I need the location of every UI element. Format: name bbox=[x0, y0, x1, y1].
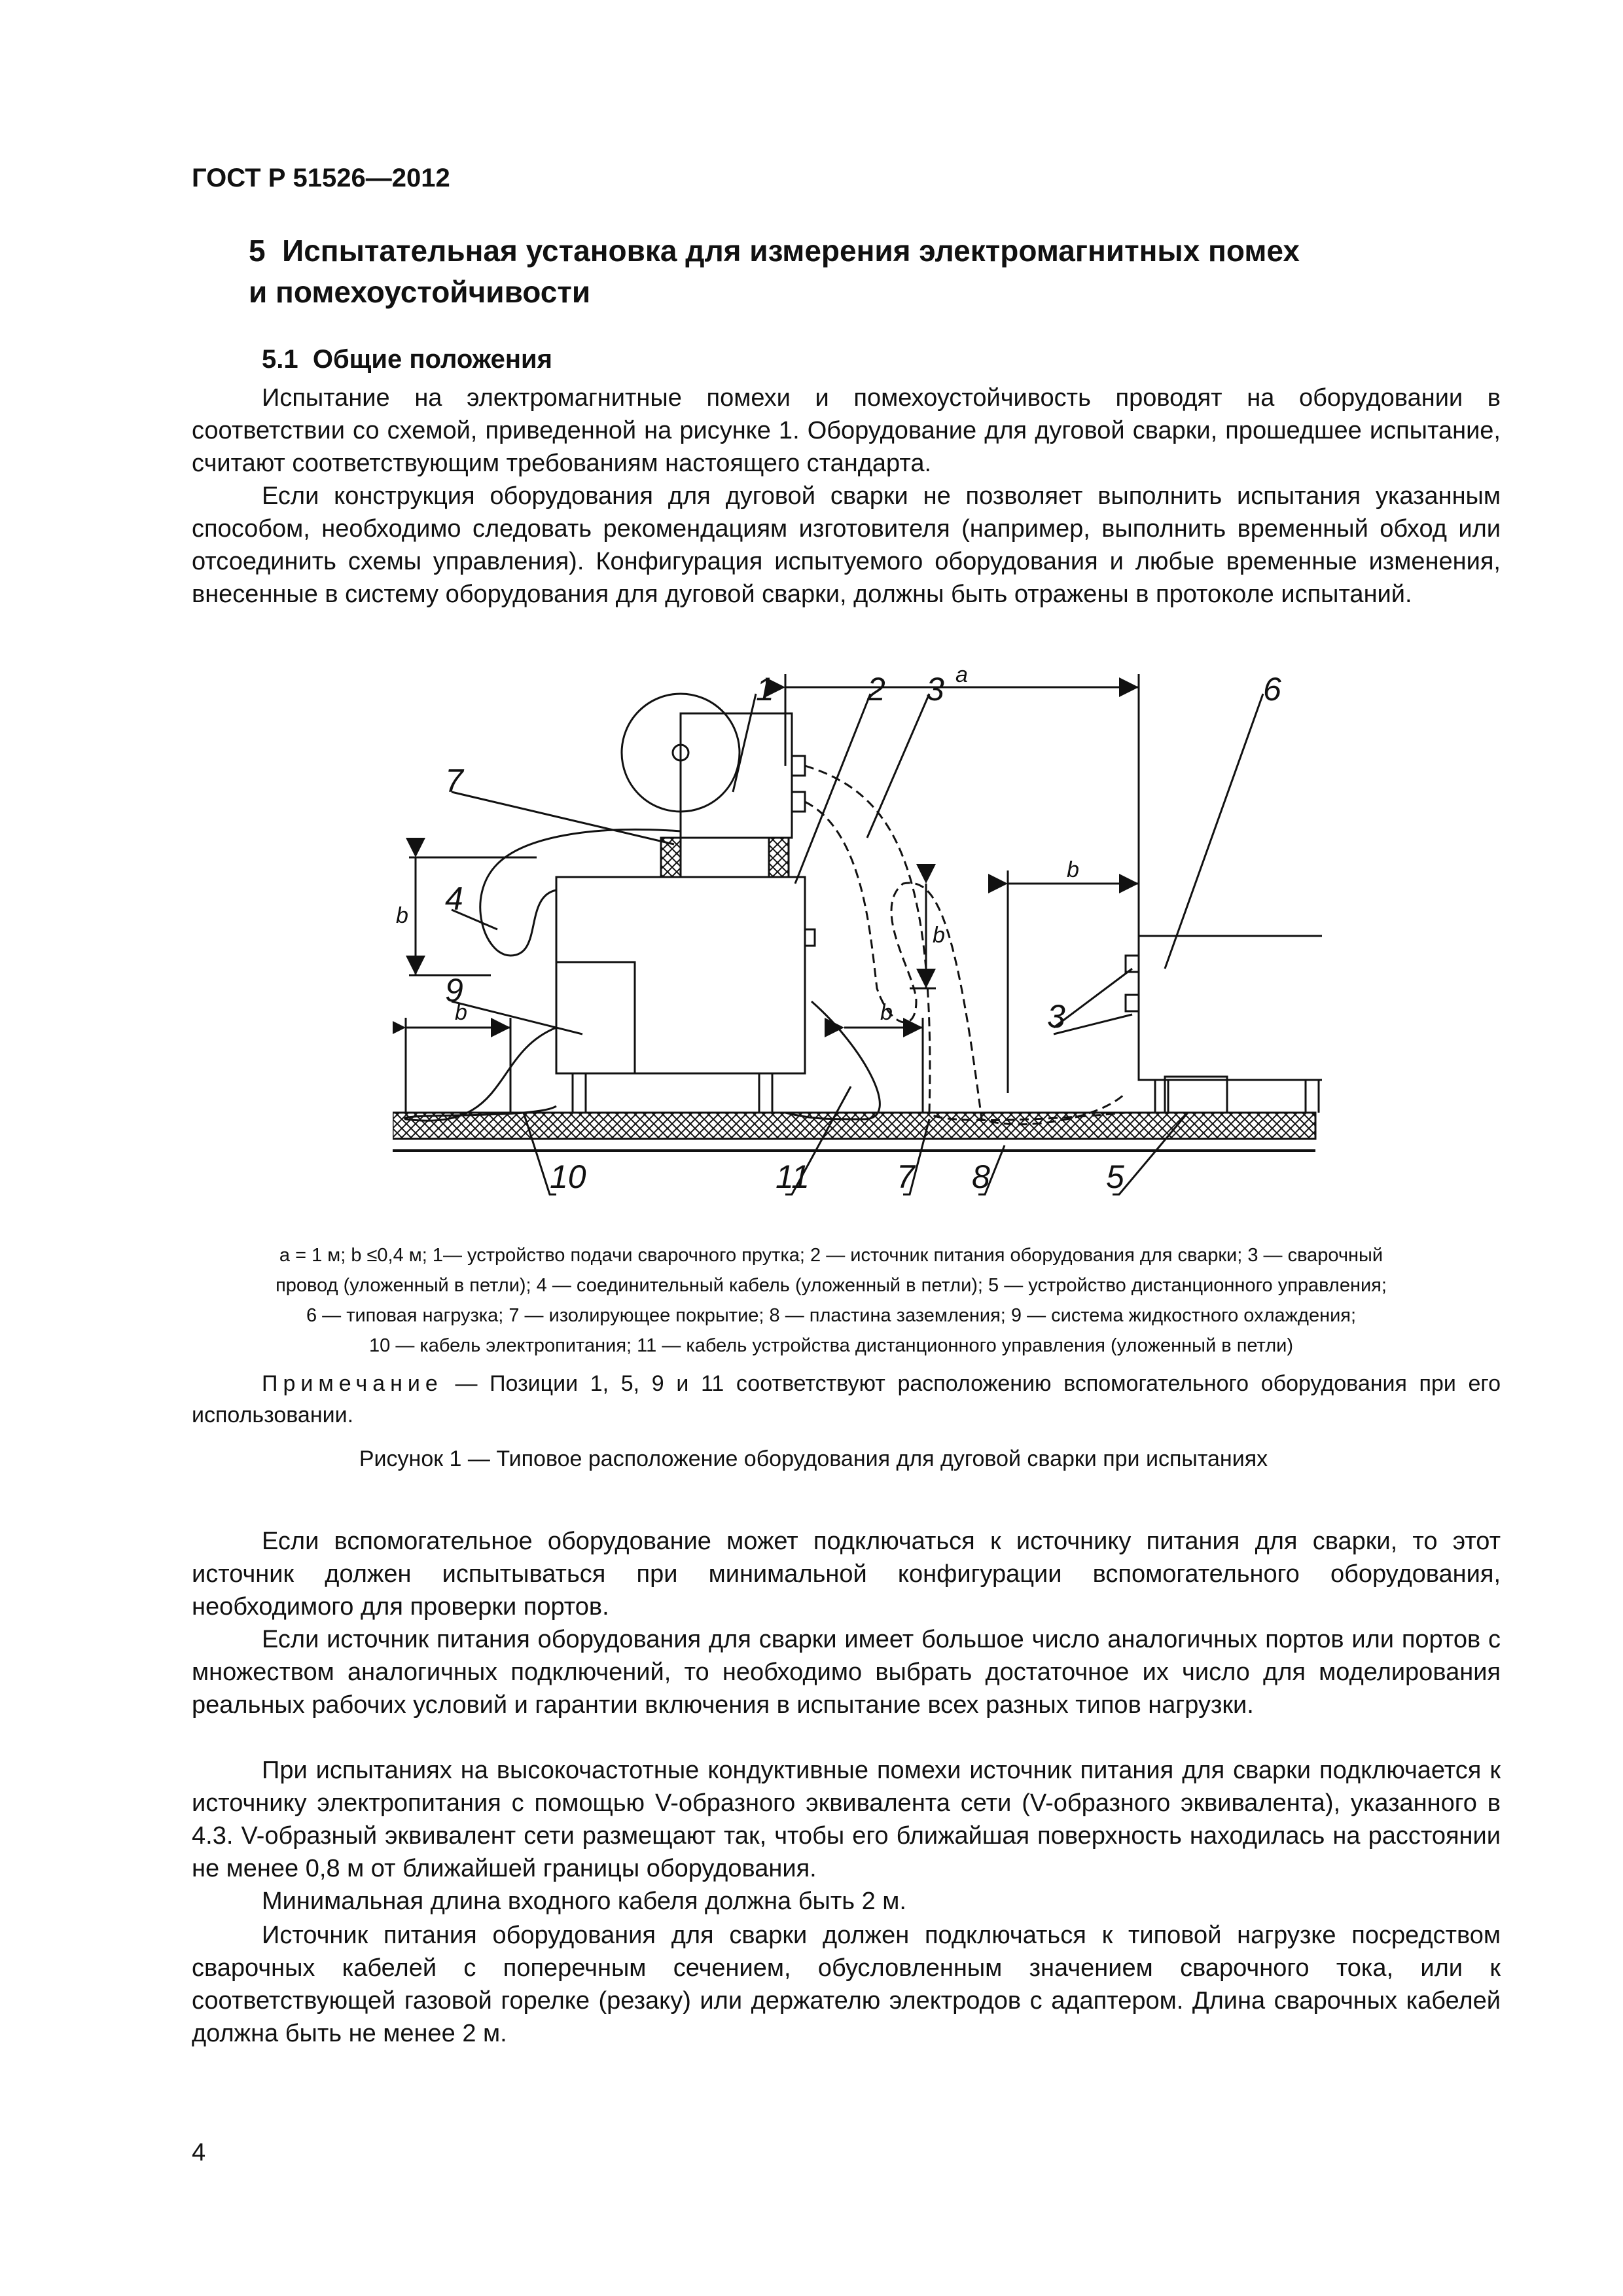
dim-b-left: b bbox=[396, 903, 408, 928]
label-11: 11 bbox=[776, 1158, 810, 1195]
typical-load bbox=[1139, 936, 1322, 1080]
subsection-heading: Общие положения bbox=[312, 345, 552, 374]
connection-cable bbox=[480, 829, 681, 956]
paragraph-4: Если источник питания оборудования для сварки имеет большое число аналогичных портов или портов с множеством аналогичных подключений, то необходимо выбрать достаточное их число для моделирования реальных рабочих условий и гарантии включения в испытание всех разных типов нагрузки. bbox=[192, 1626, 1501, 1719]
label-2: 2 bbox=[867, 671, 885, 708]
dim-a: a bbox=[955, 662, 968, 687]
figure-note bbox=[192, 1368, 1501, 1431]
figure-1-diagram bbox=[393, 661, 1322, 1224]
subsection-title bbox=[262, 345, 552, 374]
label-3-bottom: 3 bbox=[1047, 998, 1065, 1035]
welding-power-source bbox=[556, 877, 805, 1073]
paragraph-1: Испытание на электромагнитные помехи и помехоустойчивость проводят на оборудовании в соответствии со схемой, приведенной на рисунке 1. Оборудование для дуговой сварки, прошедшее испытание, считают соответствующим требованиям настоящего стандарта. bbox=[192, 384, 1501, 477]
label-8: 8 bbox=[972, 1158, 990, 1195]
dim-b-remote: b bbox=[880, 1000, 893, 1025]
dim-b-load: b bbox=[1067, 857, 1079, 882]
document-code-header: ГОСТ Р 51526—2012 bbox=[192, 164, 450, 192]
cooling-unit bbox=[556, 962, 635, 1073]
paragraph-6: Минимальная длина входного кабеля должна быть 2 м. bbox=[262, 1888, 906, 1915]
page-number: 4 bbox=[192, 2139, 206, 2166]
paragraph-2: Если конструкция оборудования для дуговой сварки не позволяет выполнить испытания указанным способом, необходимо следовать рекомендациям изготовителя (например, выполнить временный обход или отсоединить схемы управления). Конфигурация испытуемого оборудования и любые временные изменения, внесенные в систему оборудования для дуговой сварки, должны быть отражены в протоколе испытаний. bbox=[192, 482, 1501, 608]
legend-line: провод (уложенный в петли); 4 — соединительный кабель (уложенный в петли); 5 — устройство дистанционного управления; bbox=[276, 1275, 1387, 1296]
legend-line: 6 — типовая нагрузка; 7 — изолирующее покрытие; 8 — пластина заземления; 9 — система жидкостного охлаждения; bbox=[306, 1305, 1357, 1326]
label-6: 6 bbox=[1263, 671, 1281, 708]
welding-lead-1 bbox=[805, 766, 1126, 1121]
section-number: 5 bbox=[249, 234, 266, 268]
label-3-top: 3 bbox=[926, 671, 944, 708]
label-10: 10 bbox=[550, 1158, 586, 1195]
figure-caption: Рисунок 1 — Типовое расположение оборудования для дуговой сварки при испытаниях bbox=[359, 1446, 1268, 1471]
label-1: 1 bbox=[756, 671, 774, 708]
figure-legend bbox=[209, 1240, 1453, 1361]
dim-b-mains: b bbox=[455, 1000, 467, 1025]
label-7-top: 7 bbox=[445, 762, 463, 799]
dim-b-lead: b bbox=[933, 923, 945, 948]
label-7-bottom: 7 bbox=[897, 1158, 915, 1195]
section-title bbox=[249, 230, 1492, 313]
remote-cable bbox=[785, 1001, 880, 1119]
paragraph-5: При испытаниях на высокочастотные кондуктивные помехи источник питания для сварки подключается к источнику электропитания с помощью V-образного эквивалента сети (V-образного эквивалента), указанного в 4.3. V-образный эквивалент сети размещают так, чтобы его ближайшая поверхность находилась на расстоянии не менее 0,8 м от ближайшей границы оборудования. bbox=[192, 1757, 1501, 1882]
section-title-line1: Испытательная установка для измерения электромагнитных помех bbox=[282, 234, 1300, 268]
legend-line: a = 1 м; b ≤0,4 м; 1— устройство подачи сварочного прутка; 2 — источник питания оборудования для сварки; 3 — сварочный bbox=[279, 1245, 1383, 1266]
remote-control-device bbox=[1165, 1077, 1227, 1113]
paragraph-3: Если вспомогательное оборудование может подключаться к источнику питания для сварки, то этот источник должен испытываться при минимальной конфигурации вспомогательного оборудования, необходимого для проверки портов. bbox=[192, 1528, 1501, 1621]
note-label: Примечание bbox=[262, 1371, 443, 1396]
paragraph-7: Источник питания оборудования для сварки должен подключаться к типовой нагрузке посредством сварочных кабелей с поперечным сечением, обусловленным значением сварочного тока, или к соответствующей газовой горелке (резаку) или держателю электродов с адаптером. Длина сварочных кабелей должна быть не менее 2 м. bbox=[192, 1922, 1501, 2047]
legend-line: 10 — кабель электропитания; 11 — кабель устройства дистанционного управления (уложенный в петли) bbox=[369, 1335, 1293, 1356]
section-title-line2: и помехоустойчивости bbox=[249, 275, 591, 309]
label-9: 9 bbox=[445, 972, 463, 1009]
note-text: — Позиции 1, 5, 9 и 11 соответствуют расположению вспомогательного оборудования при его использовании. bbox=[192, 1371, 1501, 1427]
welding-lead-2 bbox=[805, 802, 1126, 1124]
label-4: 4 bbox=[445, 880, 463, 917]
label-5: 5 bbox=[1106, 1158, 1124, 1195]
subsection-number: 5.1 bbox=[262, 345, 298, 374]
mains-cable bbox=[405, 1028, 556, 1121]
